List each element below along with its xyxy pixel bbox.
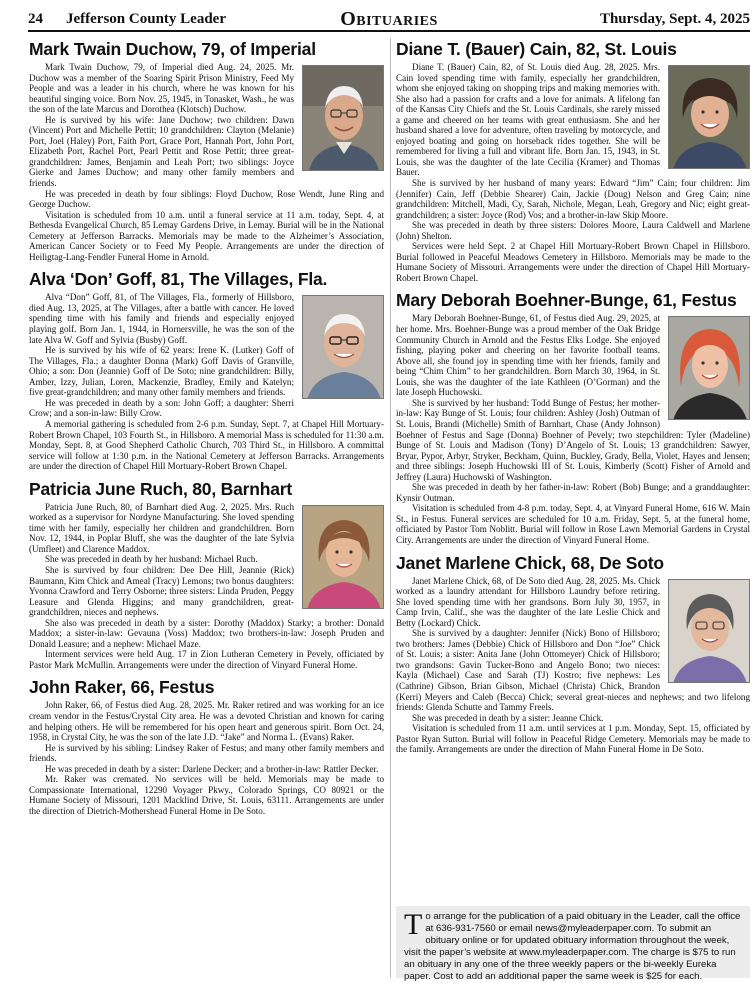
obituary-paragraph: Janet Marlene Chick, 68, of De Soto died Aug. 28, 2025. Ms. Chick worked as a laundry attendant for Hillsboro Laundry before retiring. She loved spending time with her grandsons. Born July 30, 1957, in Camp Irvin, Calif., she was the daughter of the late Leslie Chick and Betty (Lockard) Chick. — [396, 575, 660, 628]
obituary-paragraph: He was preceded in death by a son: John Goff; a daughter: Sherri Crow; and a son-in-law: Billy Crow. — [29, 397, 294, 419]
obituary-name: Mark Twain Duchow, 79, of Imperial — [29, 39, 316, 59]
obituary-bunge — [396, 289, 750, 545]
portrait-photo — [302, 65, 384, 171]
column-divider — [390, 38, 391, 978]
portrait-photo — [668, 579, 750, 683]
obituary-paragraph: Visitation is scheduled from 11 a.m. until services at 1 p.m. Monday, Sept. 15, officiated by Pastor Ryan Sutton. Burial will follow in Peaceful Ridge Cemetery. Memorials may be made to the family. Arrangements are under the direction of Mahn Funeral Home in De Soto. — [396, 723, 750, 755]
obituary-name: Patricia June Ruch, 80, Barnhart — [29, 478, 292, 499]
obituary-raker — [29, 676, 384, 816]
obituary-paragraph: He is survived by his wife of 62 years: Irene K. (Lutker) Goff of The Villages, Fla.; a daughter Donna (Mark) Goff Davis of Granville, Ohio; a son: Don (Jeannie) Goff of De Soto; nine grandchildren: Billy, Amber, Izzy, Julian, Loren, Mackenzie, Bradley, Emily and Katelyn; five great-grandchildren; and many other family members and friends. — [29, 345, 294, 398]
portrait-photo — [302, 295, 384, 399]
obituary-paragraph: He was preceded in death by a sister: Darlene Decker; and a brother-in-law: Rattler Decker. — [45, 763, 379, 774]
portrait-photo — [668, 65, 750, 169]
obituary-name: John Raker, 66, Festus — [29, 677, 215, 698]
obituary-chick — [396, 552, 750, 755]
obituary-name: Janet Marlene Chick, 68, De Soto — [396, 552, 664, 573]
obituary-paragraph: Patricia June Ruch, 80, of Barnhart died Aug. 2, 2025. Mrs. Ruch worked as a supervisor for Nordyne Manufacturing. She loved spending time with her family, especially her children and grandchildren. Born Nov. 12, 1944, in Poplar Bluff, she was the daughter of the late Sylvia (Umfleet) and Clarence Maddox. — [29, 501, 294, 554]
obituary-paragraph: Diane T. (Bauer) Cain, 82, of St. Louis died Aug. 28, 2025. Mrs. Cain loved spending time with family, especially her grandchildren, whom she enjoyed taking on shopping trips and making memories with. She also had a passion for crafts and a love for animals. A lifelong fan of the Kansas City Chiefs and the St. Louis Cardinals, she rarely missed a game and cheered on her teams with great enthusiasm. She and her husband shared a love for adventure, often traveling by motorcycle, and enjoyed boating and going on horseback rides together. She will be remembered for living a full and vibrant life. Born Jan. 15, 1943, in St. Louis, she was the daughter of the late Cecilia (Kramer) and Thomas Bauer. — [396, 62, 660, 178]
obituary-paragraph: Visitation is scheduled from 4-8 p.m. today, Sept. 4, at Vinyard Funeral Home, 616 W. Main St., in Festus. Funeral services are scheduled for 10 a.m. Friday, Sept. 5, at the funeral home, officiated by Pastor Tom Noblitt. Burial will follow in Rose Lawn Memorial Gardens in Crystal City. Arrangements are under the direction of Vinyard Funeral Home. — [396, 503, 750, 545]
obituary-name: Mary Deborah Boehner-Bunge, 61, Festus — [396, 290, 737, 311]
section-title: Obituaries — [340, 8, 438, 30]
obituary-paragraph: Mr. Raker was cremated. No services will be held. Memorials may be made to Compassionate International, 12290 Voyager Pkwy., Colorado Springs, CO 80921 or the Humane Society of Missouri, 1201 Macklind Drive, St. Louis, 63111. Arrangements are under the direction of Dietrich-Mothershead Funeral Home in De Soto. — [29, 774, 384, 816]
issue-date: Thursday, Sept. 4, 2025 — [599, 11, 750, 27]
obituary-paragraph: She was preceded in death by three sisters: Dolores Moore, Laura Caldwell and Marlene (John) Shelton. — [396, 220, 750, 241]
portrait-photo — [302, 505, 384, 609]
obituary-paragraph: He is survived by his wife: Jane Duchow; two children: Dawn (Vincent) Port and Michelle Pettit; 10 grandchildren: Clayton (Melanie) Port, Joel (Haley) Port, Faith Port, Grace Port, Hannah Port, John Port, Elizabeth Port, Rachel Port, Pearl Pettit and Rose Pettit; three great-grandchildren: James, Benjamin and Leah Port; two siblings: Joyce Gierke and James Duchow; and many other family members and friends. — [29, 114, 294, 189]
obituary-cain — [396, 38, 750, 283]
obituary-submission-notice — [396, 906, 750, 982]
obituary-paragraph: She was preceded in death by a sister: Jeanne Chick. — [412, 712, 604, 723]
obituary-paragraph: She was preceded in death by her father-in-law: Robert (Bob) Bunge; and a granddaughter: Kynsir Outman. — [396, 482, 750, 503]
obituary-name: Diane T. (Bauer) Cain, 82, St. Louis — [396, 39, 677, 59]
obituary-paragraph: She is survived by her husband of many years: Edward “Jim” Cain; four children: Jim (Jennifer) Cain, Jeff (Debbie Shearer) Cain, Jackie (Doug) Nelson and Greg Cain; nine grandchildren: Mitchell, Madi, Cy, Sarah, Nichole, Megan, Leah, Gregory and Nic; eight great-grandchildren; a sister: Joyce (Rod) Vos; and a brother-in-law Skip Moore. — [396, 178, 750, 220]
page-header — [28, 8, 750, 32]
left-column — [29, 38, 384, 822]
obituary-name: Alva ‘Don’ Goff, 81, The Villages, Fla. — [29, 269, 328, 290]
obituary-paragraph: Services were held Sept. 2 at Chapel Hill Mortuary-Robert Brown Chapel in Hillsboro. Burial followed in Peaceful Meadows Cemetery in Hillsboro. Memorials may be made to the Humane Society of Missouri. Arrangements were under the direction of Chapel Hill Mortuary-Robert Brown Chapel. — [396, 241, 750, 283]
obituary-paragraph: Interment services were held Aug. 17 in Zion Lutheran Cemetery in Pevely, officiated by Pastor Mark McMullin. Arrangements were under the direction of Vinyard Funeral Home. — [29, 649, 384, 670]
obituary-duchow — [29, 38, 384, 262]
right-column — [396, 38, 750, 761]
obituary-paragraph: He is survived by his sibling: Lindsey Raker of Festus; and many other family members and friends. — [29, 742, 384, 764]
obituary-paragraph: She is survived by her husband: Todd Bunge of Festus; her mother-in-law: Kay Bunge of St. Louis; four children: Ashley (Josh) Outman of St. Louis, Brandi (Michelle) Smith of Barnhart, Chase (Andy Johnson) Boehner of Festus and Sage (Donna) Boehner of Pevely; two stepchildren: Tyler (Madeline) Bunge of St. Louis and Madison (Tony) D’Angelo of St. Louis; 13 grandchildren: Sawyer, Bryar, Pypor, Arbyr, Stryker, Beckham, Quinn, Buckley, Grady, Bella, Violet, Hayes and Jensen; and three siblings: Joseph Huchowski III of St. Louis, Kimberly (Scott) Fisher of Arnold and Jeffrey (Laura) Huchowski of Washington. — [396, 397, 750, 482]
obituary-paragraph: She is survived by a daughter: Jennifer (Nick) Bono of Hillsboro; two brothers: James (Debbie) Chick of Hillsboro and Don “Joe” Chick of St. Louis; a sister: Anita Jane (John Ottomeyer) Chick of Hillsboro; two grandsons: Gavin Tucker-Bono and Angelo Bono; two nieces: Kayla (Michael) Case and Sarah (TJ) Kostro; five nephews: Les (Cathrine) Gibson, Brian Gibson, Michael (Christa) Chick, Brandon (Kerri) Meyers and Caleb (Becca) Chick; several great-nieces and nephews; and two lifelong friends: Glenda Schutte and Tammy Freels. — [396, 628, 750, 713]
obituary-paragraph: Mark Twain Duchow, 79, of Imperial died Aug. 24, 2025. Mr. Duchow was a member of the Soaring Spirit Prison Ministry, Feed My People and was a leader in his church, where he was known for his beautiful singing voice. Born Nov. 25, 1945, in Tonasket, Wash., he was the son of the late Marcus and Dorothea (Klotsch) Duchow. — [29, 62, 294, 115]
obituary-paragraph: She also was preceded in death by a sister: Dorothy (Maddox) Starky; a brother: Donald Maddox; a sister-in-law: Gevauna (Voss) Maddox; two brothers-in-law: Joseph Pruden and Donald Leasure; and a nephew: Michael Maze. — [29, 617, 384, 649]
portrait-photo — [668, 316, 750, 420]
obituary-paragraph: Mary Deborah Boehner-Bunge, 61, of Festus died Aug. 29, 2025, at her home. Mrs. Boehner-Bunge was a proud member of the Oak Bridge Community Church in Arnold and the Festus Elks Lodge. She enjoyed fishing, playing poker and cheering on her favorite football teams. Above all, she found joy in spending time with her friends, family and being “Chim Chim” to her grandchildren. Born March 30, 1964, in St. Louis, she was the daughter of the late Kathleen (O’Gorman) and the late Joseph Huchowski. — [396, 313, 660, 398]
obituary-paragraph: She was preceded in death by her husband: Michael Ruch. — [45, 554, 258, 565]
page-number: 24 — [28, 11, 43, 27]
obituary-paragraph: A memorial gathering is scheduled from 2-6 p.m. Sunday, Sept. 7, at Chapel Hill Mortuary-Robert Brown Chapel, 103 Fourth St., in Hillsboro. A memorial Mass is scheduled for 11:30 a.m. Monday, Sept. 8, at Good Shepherd Catholic Church, 703 Third St., in Hillsboro. A committal service will follow at 1:30 p.m. in the National Cemetery at Jefferson Barracks. Arrangements are under the direction of Chapel Hill Mortuary-Robert Brown Chapel. — [29, 418, 384, 472]
obituary-paragraph: She is survived by four children: Dee Dee Hill, Jeannie (Rick) Baumann, Kim Chick and Ameal (Tracy) Lemons; two bonus daughters: Yvonna Crawford and Terry Osborne; three sisters: Linda Pruden, Peggy Leasure and Glenda Higgins; and many grandchildren, great-grandchildren, nieces and nephews. — [29, 564, 294, 618]
publication-name: Jefferson County Leader — [66, 11, 226, 27]
obituary-ruch — [29, 478, 384, 671]
notice-text: o arrange for the publication of a paid obituary in the Leader, call the office at 636-931-7560 or email news@myleaderpaper.com. To submit an obituary online or for updated obituary information throughout the week, visit the paper’s website at www.myleaderpaper.com. The charge is $75 to run an obituary in any one of the three weekly papers or the bi-weekly Eureka paper. Cost to add an additional paper the same week is $25 for each. — [404, 911, 741, 982]
obituary-paragraph: Alva “Don” Goff, 81, of The Villages, Fla., formerly of Hillsboro, died Aug. 13, 2025, at The Villages, after a battle with cancer. He loved spending time with his family and friends and especially enjoyed playing golf. Born Jan. 1, 1944, in Hornersville, he was the son of the late Alva W. Goff and Sylvia (Busby) Goff. — [29, 292, 294, 345]
obituary-paragraph: John Raker, 66, of Festus died Aug. 28, 2025. Mr. Raker retired and was working for an ice cream vendor in the Festus/Crystal City area. He was a devoted Christian and known for caring and helping others. He will be remembered for his open heart and generous spirit. Born Oct. 24, 1958, in Crystal City, he was the son of the late J.D. “Jake” and Norma L. (Evans) Raker. — [29, 700, 384, 743]
obituary-paragraph: He was preceded in death by four siblings: Floyd Duchow, Rose Wendt, June Ring and George Duchow. — [29, 188, 384, 210]
obituary-goff — [29, 268, 384, 471]
drop-cap: T — [404, 908, 423, 941]
obituary-paragraph: Visitation is scheduled from 10 a.m. until a funeral service at 11 a.m. today, Sept. 4, at Bethesda Evangelical Church, 85 Lemay Gardens Drive, in Lemay. Burial will be in the National Cemetery at Jefferson Barracks. Memorials may be made to the Alzheimer’s Association, American Cancer Society or to Feed My People. Arrangements are under the direction of Heiligtag-Lang-Fendler Funeral Home in Arnold. — [29, 209, 384, 262]
